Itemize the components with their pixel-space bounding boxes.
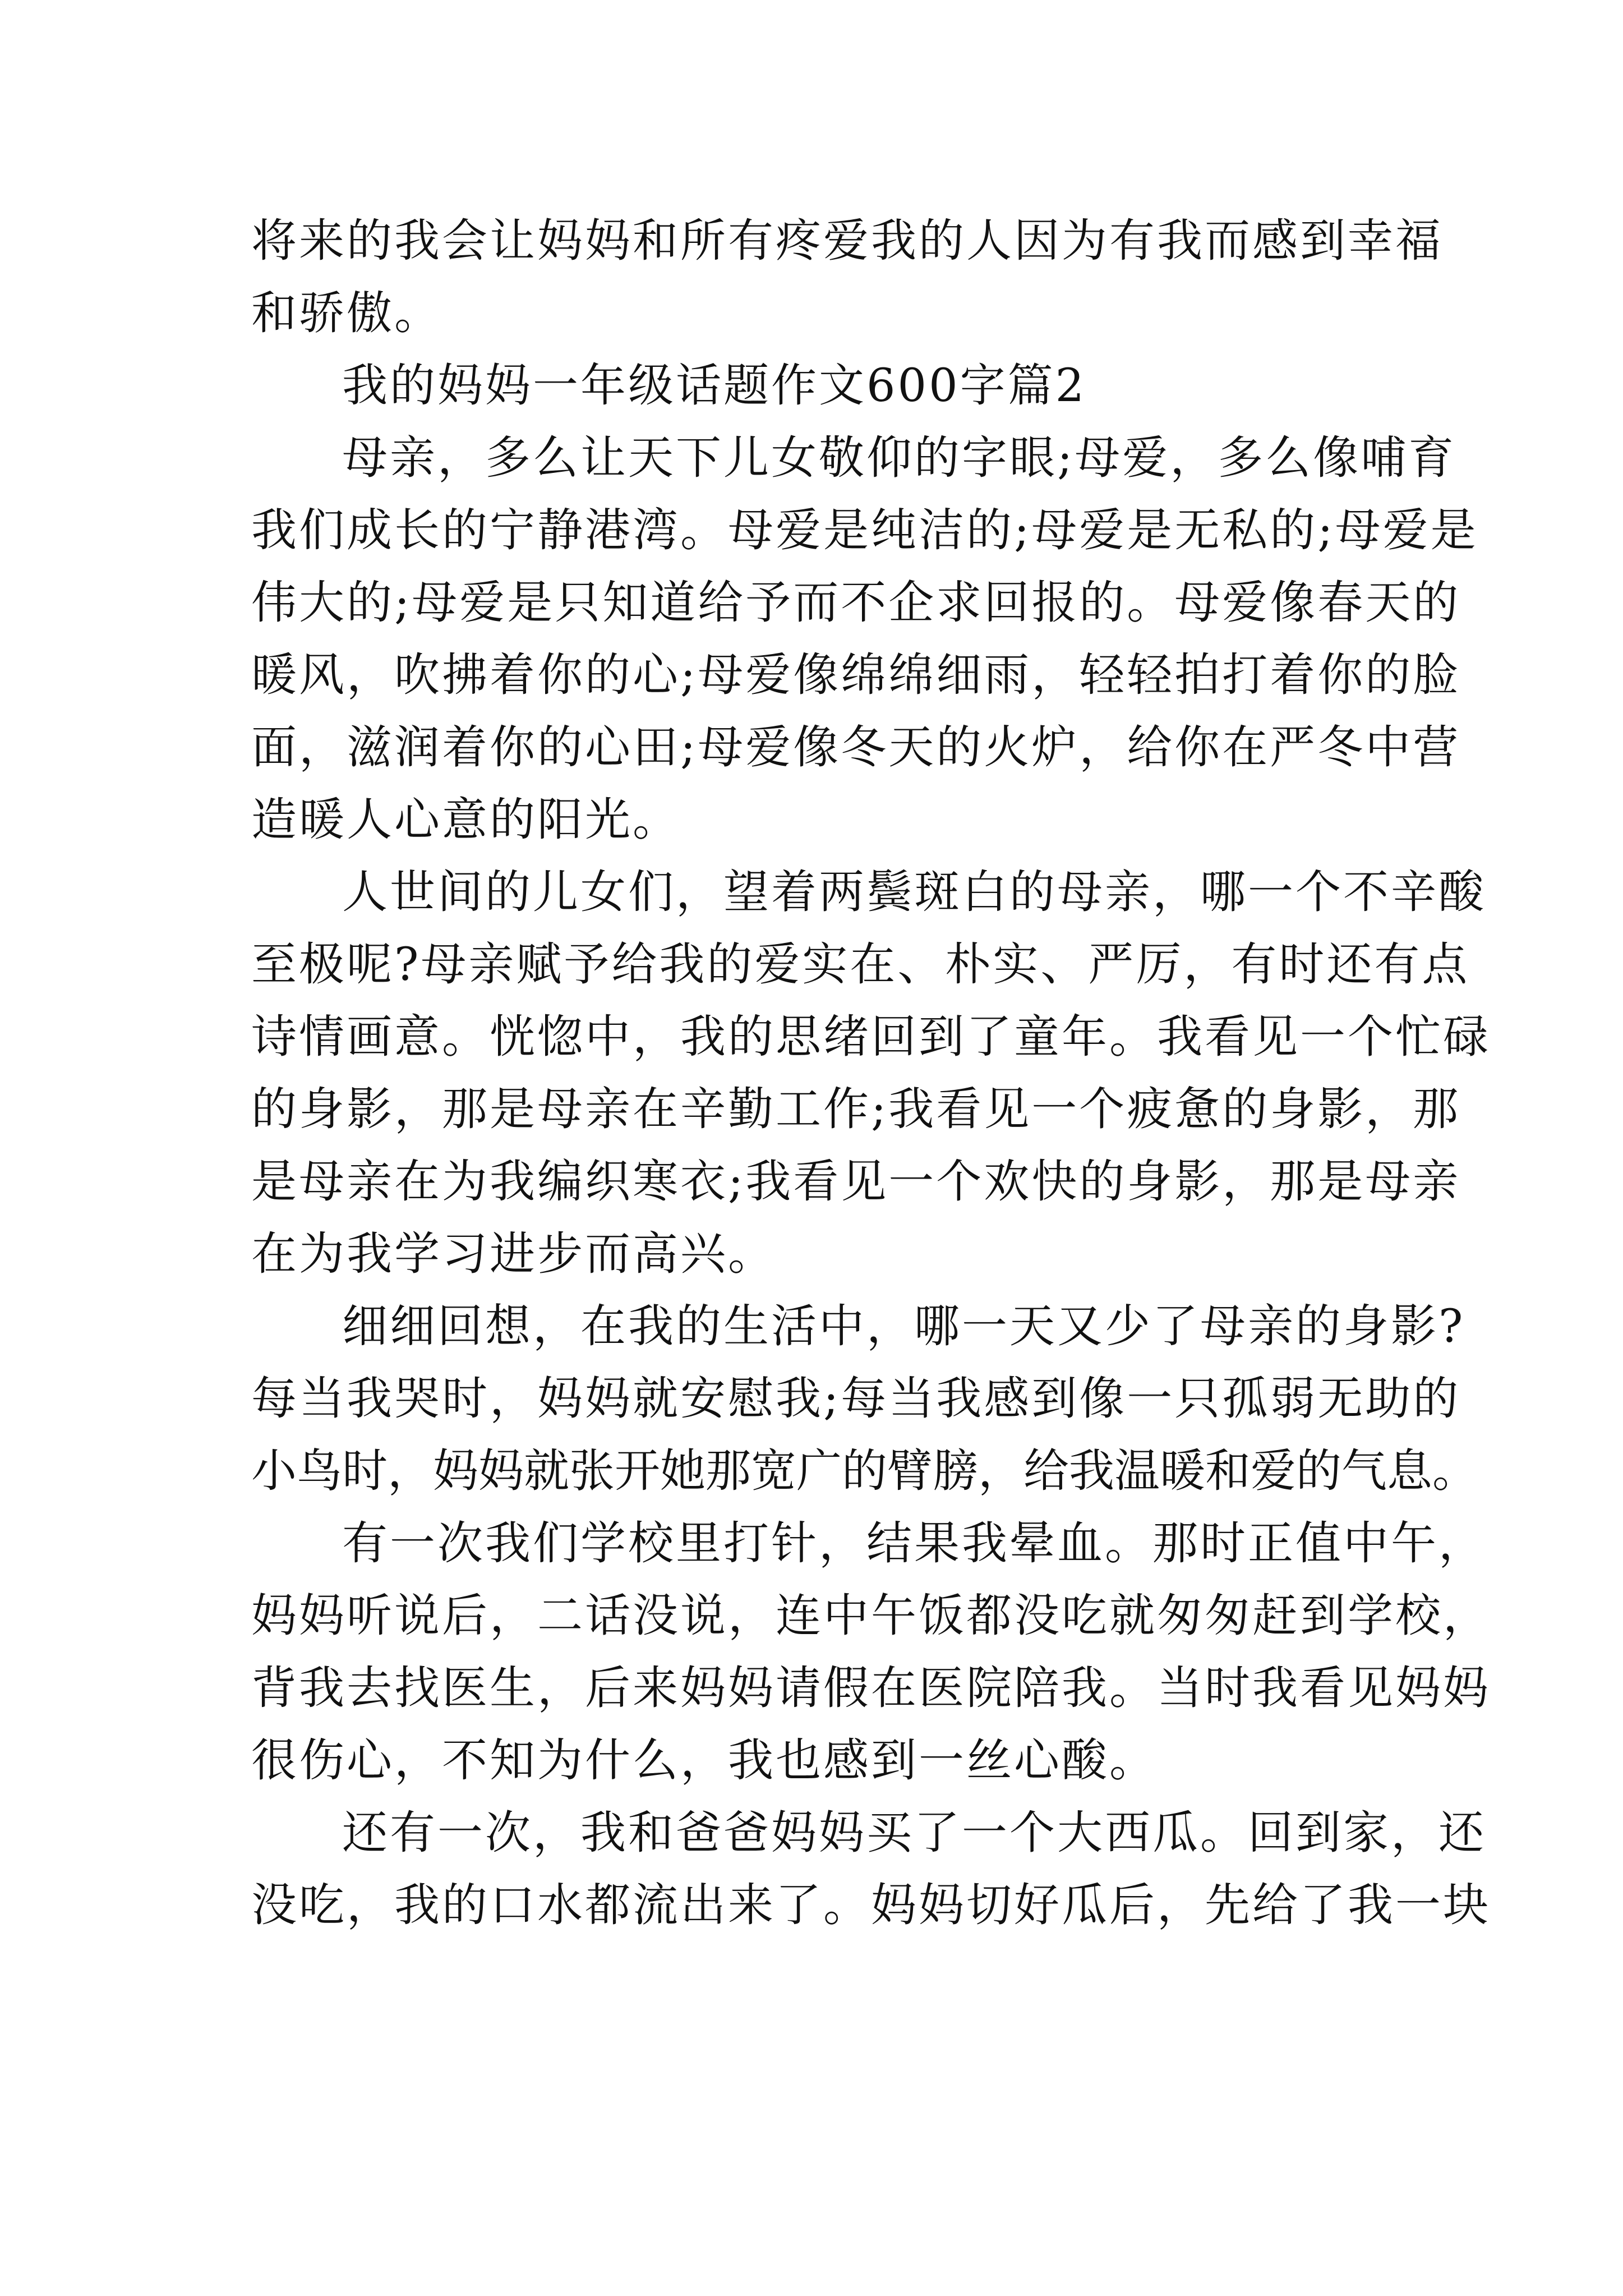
text-line: 没吃，我的口水都流出来了。妈妈切好瓜后，先给了我一块	[251, 1879, 1491, 1932]
text-line: 诗情画意。恍惚中，我的思绪回到了童年。我看见一个忙碌	[251, 1011, 1491, 1064]
text-line: 母亲，多么让天下儿女敬仰的字眼;母爱，多么像哺育	[342, 432, 1456, 485]
paragraph	[251, 1291, 1478, 1508]
text-line: 伟大的;母爱是只知道给予而不企求回报的。母爱像春天的	[251, 577, 1461, 629]
text-line: 背我去找医生，后来妈妈请假在医院陪我。当时我看见妈妈	[251, 1662, 1491, 1715]
text-line: 细细回想，在我的生活中，哪一天又少了母亲的身影?	[342, 1300, 1465, 1353]
text-line: 很伤心，不知为什么，我也感到一丝心酸。	[251, 1734, 1158, 1787]
text-line: 是母亲在为我编织寒衣;我看见一个欢快的身影，那是母亲	[251, 1156, 1461, 1208]
paragraph-continuation	[251, 205, 1444, 350]
text-line: 小鸟时，妈妈就张开她那宽广的臂膀，给我温暖和爱的气息。	[251, 1445, 1478, 1498]
text-line: 和骄傲。	[251, 287, 442, 340]
text-line: 造暖人心意的阳光。	[251, 794, 681, 846]
paragraph	[251, 857, 1491, 1291]
text-line: 每当我哭时，妈妈就安慰我;每当我感到像一只孤弱无助的	[251, 1373, 1461, 1425]
text-line: 还有一次，我和爸爸妈妈买了一个大西瓜。回到家，还	[342, 1807, 1487, 1860]
paragraph	[251, 422, 1478, 857]
text-line: 人世间的儿女们，望着两鬓斑白的母亲，哪一个不辛酸	[342, 866, 1487, 919]
text-line: 至极呢?母亲赋予给我的爱实在、朴实、严厉，有时还有点	[251, 938, 1470, 991]
text-line: 在为我学习进步而高兴。	[251, 1228, 776, 1281]
text-line: 面，滋润着你的心田;母爱像冬天的火炉，给你在严冬中营	[251, 721, 1461, 774]
heading-text: 我的妈妈一年级话题作文600字篇2	[342, 360, 1087, 412]
document-body	[251, 205, 1491, 1942]
text-line: 将来的我会让妈妈和所有疼爱我的人因为有我而感到幸福	[251, 215, 1444, 268]
text-line: 我们成长的宁静港湾。母爱是纯洁的;母爱是无私的;母爱是	[251, 504, 1478, 557]
paragraph	[251, 1797, 1491, 1942]
text-line: 妈妈听说后，二话没说，连中午饭都没吃就匆匆赶到学校，	[251, 1590, 1491, 1642]
text-line: 有一次我们学校里打针，结果我晕血。那时正值中午，	[342, 1517, 1487, 1570]
text-line: 暖风，吹拂着你的心;母爱像绵绵细雨，轻轻拍打着你的脸	[251, 649, 1461, 702]
text-line: 的身影，那是母亲在辛勤工作;我看见一个疲惫的身影，那	[251, 1083, 1461, 1136]
paragraph	[251, 1508, 1491, 1797]
section-heading	[251, 350, 1378, 422]
